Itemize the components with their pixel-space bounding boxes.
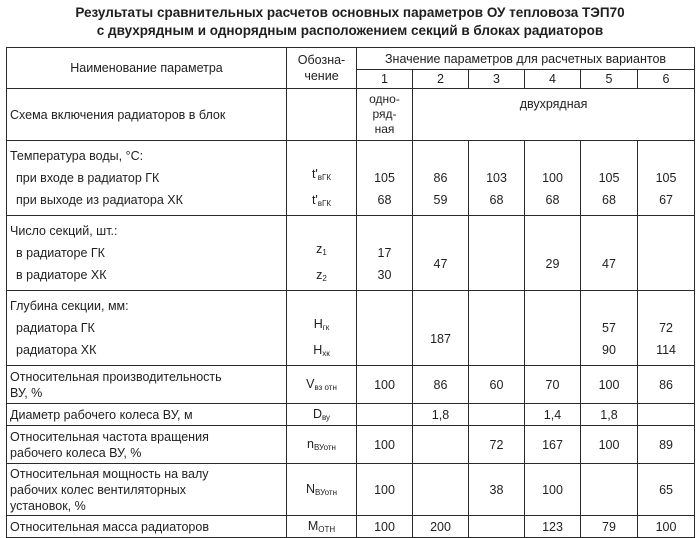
diam-v1 [357,404,413,426]
row-power [7,464,695,516]
diam-v6 [638,404,695,426]
freq-v1: 100 [357,426,413,464]
row-performance [7,366,695,404]
diam-v3 [469,404,525,426]
row-mass [7,516,695,538]
frequency-label: Относительная частота вращения рабочего колеса ВУ, % [7,426,287,464]
power-v1: 100 [357,464,413,516]
document-title [0,0,700,40]
depth-hk-label: радиатора ХК [16,343,97,357]
mass-v4: 123 [525,516,581,538]
mass-v5: 79 [581,516,638,538]
mass-symbol: MОТН [287,516,357,538]
dep-gk-v5: 57 [602,321,616,335]
depth-hk-symbol: Hхк [313,343,330,358]
parameters-table [6,47,695,538]
perf-v5: 100 [581,366,638,404]
freq-v2 [413,426,469,464]
temperature-label: Температура воды, °С: [10,149,144,163]
power-v6: 65 [638,464,695,516]
depth-gk-label: радиатора ГК [16,321,95,335]
diam-v4: 1,4 [525,404,581,426]
header-symbol: Обозна- чение [287,48,357,89]
perf-v4: 70 [525,366,581,404]
header-row [7,48,695,70]
depth-gk-symbol: Hгк [313,317,330,332]
dep-hk-v5: 90 [602,343,616,357]
temperature-in-symbol: t'вГК [311,167,332,182]
diam-v2: 1,8 [413,404,469,426]
temp-in-v1: 105 [374,171,395,185]
freq-v6: 89 [638,426,695,464]
temp-out-v4: 68 [545,193,560,207]
temp-in-v6: 105 [655,171,677,185]
power-v3: 38 [469,464,525,516]
mass-v1: 100 [357,516,413,538]
row-frequency [7,426,695,464]
power-symbol: NВУотн [287,464,357,516]
scheme-variants-2-6: двухрядная [413,89,695,141]
sections-hk-label: в радиаторе ХК [16,268,107,282]
freq-v4: 167 [525,426,581,464]
sec-gk-v2: 47 [433,257,448,271]
temp-in-v5: 105 [598,171,620,185]
dep-hk-v6: 114 [656,343,676,357]
variant-3: 3 [469,70,525,89]
freq-v5: 100 [581,426,638,464]
perf-v3: 60 [469,366,525,404]
sec-hk-v1: 30 [377,268,392,282]
variant-5: 5 [581,70,638,89]
temperature-out-symbol: t'вГК [311,193,332,208]
variant-4: 4 [525,70,581,89]
sec-gk-v1: 17 [377,246,392,260]
depth-label: Глубина секции, мм: [10,299,129,313]
power-v4: 100 [525,464,581,516]
power-label: Относительная мощность на валу рабочих колес вентиляторных установок, % [7,464,287,516]
variant-1: 1 [357,70,413,89]
mass-label: Относительная масса радиаторов [7,516,287,538]
dep-gk-v6: 72 [659,321,673,335]
title-line-1: Результаты сравнительных расчетов основных параметров ОУ тепловоза ТЭП70 [75,5,625,20]
temp-out-v5: 68 [602,193,616,207]
mass-v2: 200 [413,516,469,538]
perf-v6: 86 [638,366,695,404]
power-v5 [581,464,638,516]
sections-hk-symbol: z2 [316,268,327,283]
row-diameter [7,404,695,426]
variant-2: 2 [413,70,469,89]
mass-v6: 100 [638,516,695,538]
mass-v3 [469,516,525,538]
performance-label: Относительная производительность ВУ, % [7,366,287,404]
diam-v5: 1,8 [581,404,638,426]
perf-v2: 86 [413,366,469,404]
variant-6: 6 [638,70,695,89]
sections-gk-label: в радиаторе ГК [16,246,105,260]
header-parameter-name: Наименование параметра [7,48,287,89]
sec-gk-v5: 47 [602,257,616,271]
temperature-in-label: при входе в радиатор ГК [16,171,160,185]
temp-in-v4: 100 [542,171,563,185]
performance-symbol: Vвз отн [287,366,357,404]
freq-v3: 72 [469,426,525,464]
row-sections [7,216,695,291]
diameter-symbol: Dву [287,404,357,426]
temp-out-v2: 59 [433,193,448,207]
temp-out-v1: 68 [377,193,392,207]
dep-gk-v2: 187 [430,332,451,346]
sections-gk-symbol: z1 [316,242,327,257]
scheme-label: Схема включения радиаторов в блок [7,89,287,141]
row-scheme [7,89,695,141]
scheme-variant-1: одно- ряд- ная [357,89,413,141]
row-depth [7,291,695,366]
temp-in-v3: 103 [486,171,507,185]
perf-v1: 100 [357,366,413,404]
diameter-label: Диаметр рабочего колеса ВУ, м [7,404,287,426]
temp-out-v6: 67 [659,193,673,207]
sec-gk-v4: 29 [545,257,560,271]
sections-label: Число секций, шт.: [10,224,118,238]
temp-in-v2: 86 [433,171,448,185]
title-line-2: с двухрядным и однорядным расположением секций в блоках радиаторов [96,23,604,38]
temp-out-v3: 68 [489,193,504,207]
scheme-symbol [287,89,357,141]
power-v2 [413,464,469,516]
header-values-title: Значение параметров для расчетных вариантов [357,48,695,70]
row-temperature [7,141,695,216]
frequency-symbol: nВУотн [287,426,357,464]
temperature-out-label: при выходе из радиатора ХК [16,193,183,207]
